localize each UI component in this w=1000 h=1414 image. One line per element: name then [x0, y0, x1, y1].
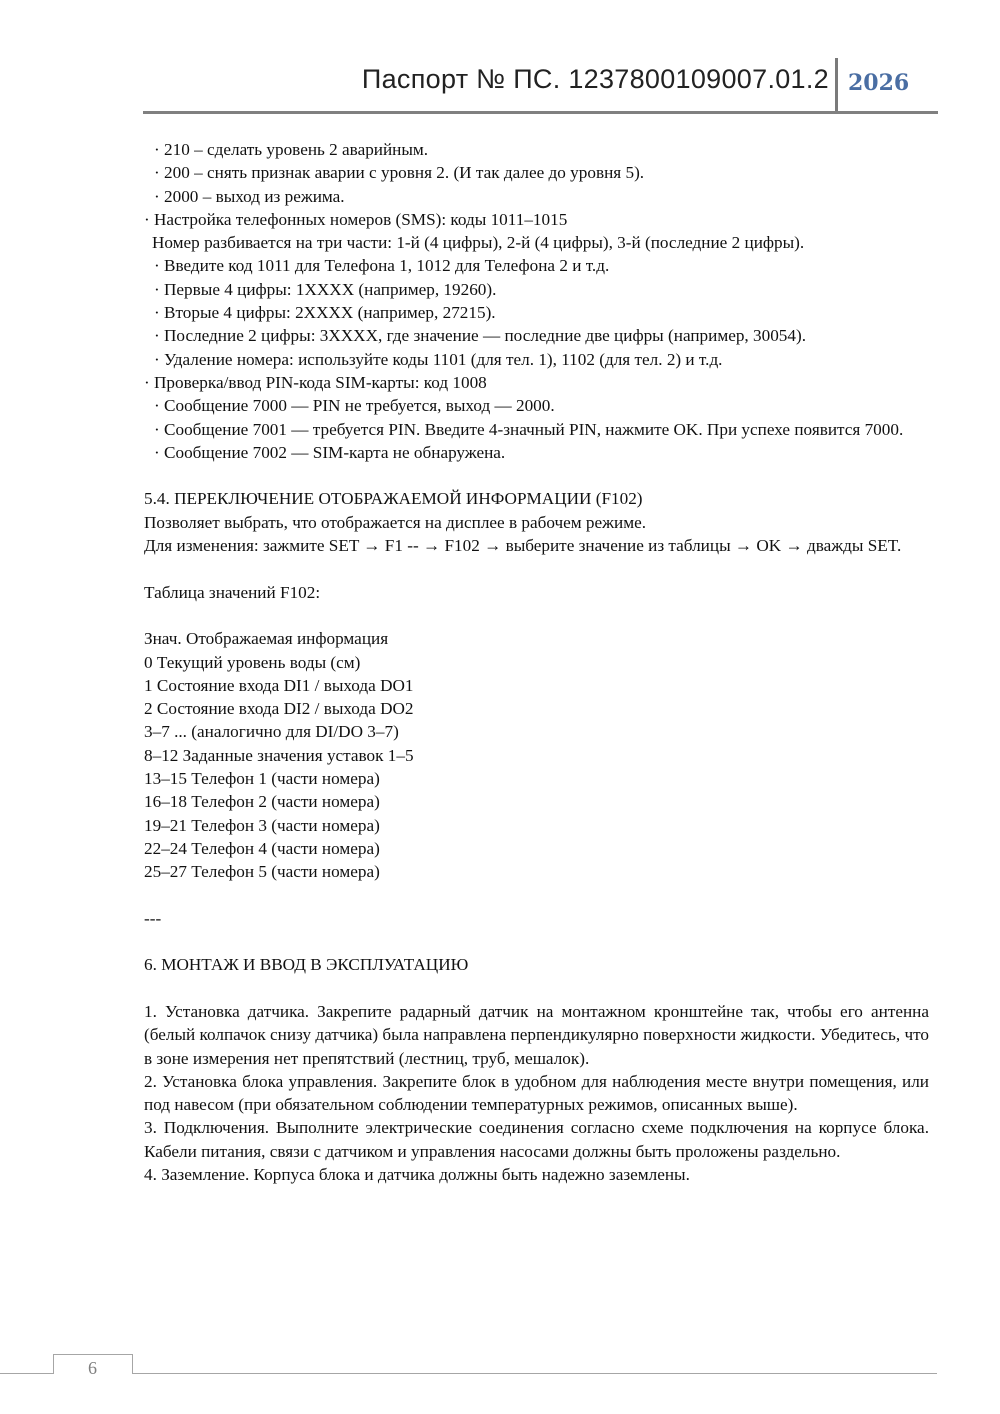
- paragraph: Для изменения: зажмите SET → F1 -- → F102 → выберите значение из таблицы → OK → дважды SET.: [144, 536, 902, 556]
- text-line: · Удаление номера: используйте коды 1101 (для тел. 1), 1102 (для тел. 2) и т.д.: [154, 349, 723, 369]
- header-title: Паспорт № ПС. 1237800109007.01.2: [361, 64, 829, 94]
- text-line: · Последние 2 цифры: 3XXXX, где значение — последние две цифры (например, 30054).: [154, 326, 807, 346]
- header-year: 2026: [848, 70, 910, 96]
- text-line: · Сообщение 7002 — SIM-карта не обнаружена.: [154, 442, 506, 462]
- table-row: 19–21 Телефон 3 (части номера): [144, 815, 380, 835]
- paragraph: Позволяет выбрать, что отображается на дисплее в рабочем режиме.: [144, 512, 647, 532]
- spacer: [144, 930, 929, 953]
- spacer: [144, 884, 929, 907]
- table-row: 3–7 ... (аналогично для DI/DO 3–7): [144, 722, 399, 742]
- spacer: [144, 557, 929, 580]
- paragraph: 1. Установка датчика. Закрепите радарный датчик на монтажном кронштейне так, чтобы его антенна (белый колпачок снизу датчика) была направлена перпендикулярно поверхности жидкости. Убедитесь, что в зоне измерения нет препятствий (лестниц, труб, мешалок).: [144, 1001, 929, 1068]
- text-line: Номер разбивается на три части: 1-й (4 цифры), 2-й (4 цифры), 3-й (последние 2 цифры).: [152, 233, 805, 253]
- table-row: 13–15 Телефон 1 (части номера): [144, 769, 380, 789]
- separator: ---: [144, 908, 162, 928]
- text-line: · 200 – снять признак аварии с уровня 2. (И так далее до уровня 5).: [154, 163, 645, 183]
- text-line: · 2000 – выход из режима.: [154, 186, 345, 206]
- header-divider: [835, 58, 838, 113]
- table-row: 25–27 Телефон 5 (части номера): [144, 862, 380, 882]
- table-row: 2 Состояние входа DI2 / выхода DO2: [144, 699, 414, 719]
- document-body: [144, 138, 929, 1186]
- table-row: 16–18 Телефон 2 (части номера): [144, 792, 380, 812]
- page-number: 6: [88, 1358, 97, 1378]
- section-heading: 5.4. ПЕРЕКЛЮЧЕНИЕ ОТОБРАЖАЕМОЙ ИНФОРМАЦИИ (F102): [144, 489, 643, 509]
- spacer: [144, 604, 929, 627]
- spacer: [144, 464, 929, 487]
- paragraph: 2. Установка блока управления. Закрепите блок в удобном для наблюдения месте внутри помещения, или под навесом (при обязательном соблюдении температурных режимов, описанных выше).: [144, 1071, 929, 1115]
- paragraph: 4. Заземление. Корпуса блока и датчика должны быть надежно заземлены.: [144, 1165, 690, 1185]
- table-row: 22–24 Телефон 4 (части номера): [144, 838, 380, 858]
- text-line: · Сообщение 7001 — требуется PIN. Введите 4-значный PIN, нажмите OK. При успехе появится 7000.: [154, 419, 904, 439]
- table-title: Таблица значений F102:: [144, 582, 321, 602]
- text-line: · Сообщение 7000 — PIN не требуется, выход — 2000.: [154, 396, 555, 416]
- table-row: 0 Текущий уровень воды (см): [144, 652, 361, 672]
- spacer: [144, 977, 929, 1000]
- table-row: Знач. Отображаемая информация: [144, 629, 389, 649]
- text-line: · 210 – сделать уровень 2 аварийным.: [154, 140, 429, 159]
- text-line: · Введите код 1011 для Телефона 1, 1012 для Телефона 2 и т.д.: [154, 256, 610, 276]
- text-line: · Первые 4 цифры: 1XXXX (например, 19260).: [154, 279, 497, 299]
- text-line: · Проверка/ввод PIN-кода SIM-карты: код 1008: [144, 372, 487, 392]
- table-row: 1 Состояние входа DI1 / выхода DO1: [144, 675, 414, 695]
- paragraph: 3. Подключения. Выполните электрические соединения согласно схеме подключения на корпусе блока. Кабели питания, связи с датчиком и управления насосами должны быть проложены раздельно.: [144, 1118, 929, 1161]
- section-heading: 6. МОНТАЖ И ВВОД В ЭКСПЛУАТАЦИЮ: [144, 955, 469, 975]
- table-row: 8–12 Заданные значения уставок 1–5: [144, 745, 414, 765]
- value-table: [144, 627, 929, 883]
- text-line: · Настройка телефонных номеров (SMS): коды 1011–1015: [144, 209, 568, 229]
- header-rule: [143, 111, 938, 114]
- text-line: · Вторые 4 цифры: 2XXXX (например, 27215).: [154, 303, 496, 323]
